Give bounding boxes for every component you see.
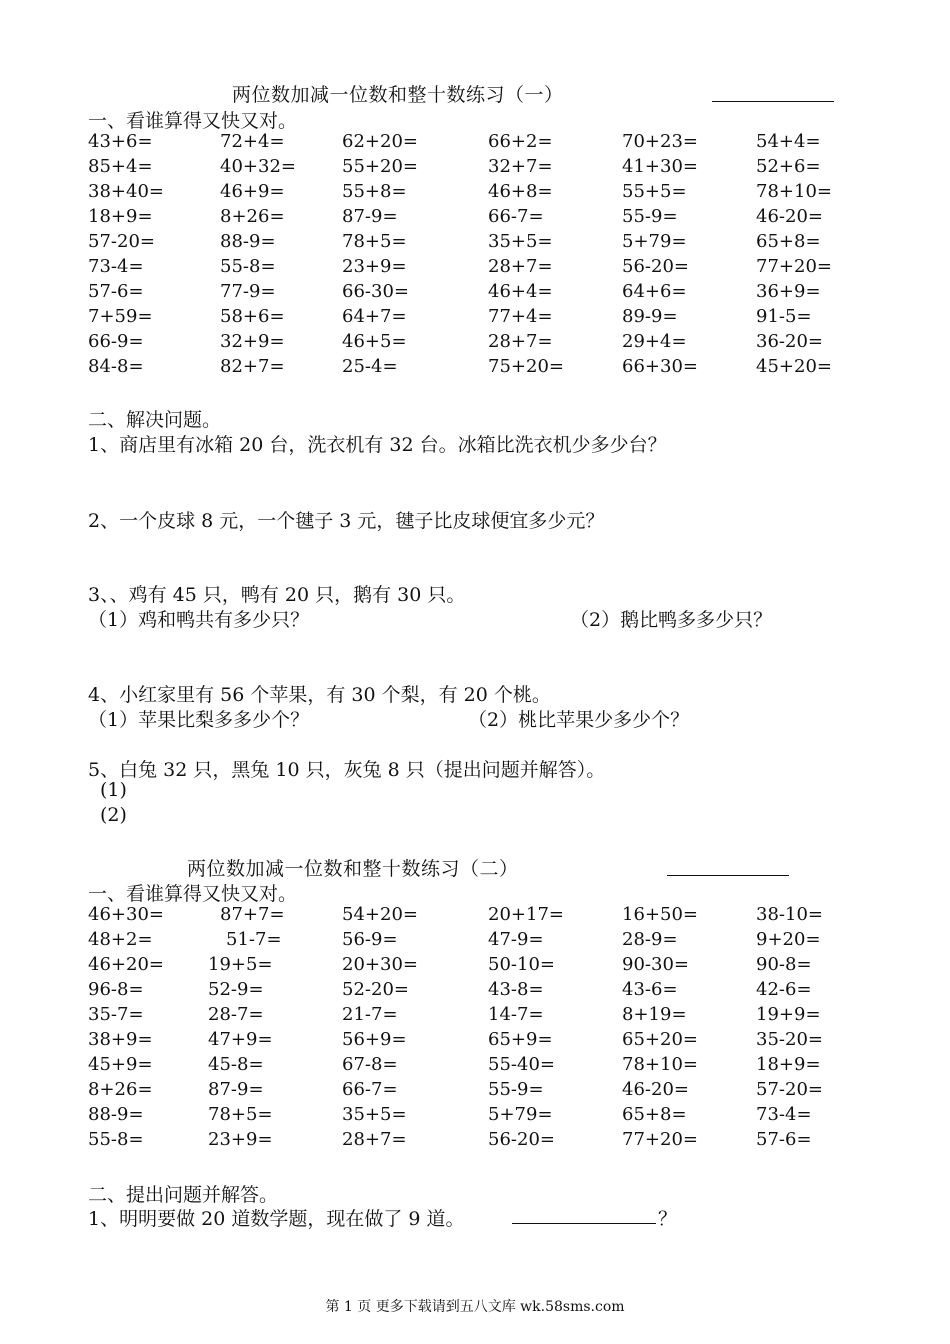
calc-problem: 58+6=	[220, 306, 285, 327]
calc-problem: 51-7=	[226, 929, 282, 950]
calc-problem: 54+20=	[342, 904, 418, 925]
calc-problem: 57-6=	[756, 1129, 812, 1150]
calc-row	[88, 979, 868, 1004]
calc-problem: 46+20=	[88, 954, 164, 975]
calc-row	[88, 281, 868, 306]
calc-problem: 45-8=	[208, 1054, 264, 1075]
calc-problem: 20+17=	[488, 904, 564, 925]
calc-problem: 78+10=	[756, 181, 832, 202]
calc-problem: 78+10=	[622, 1054, 698, 1075]
calc-problem: 46+9=	[220, 181, 285, 202]
calc-problem: 73-4=	[756, 1104, 812, 1125]
calc-problem: 23+9=	[342, 256, 407, 277]
calc-row	[88, 954, 868, 979]
calc-row	[88, 1004, 868, 1029]
calc-problem: 70+23=	[622, 131, 698, 152]
calc-problem: 28+7=	[488, 331, 553, 352]
calc-problem: 8+26=	[220, 206, 285, 227]
calc-problem: 38+40=	[88, 181, 164, 202]
calc-problem: 52+6=	[756, 156, 821, 177]
calc-problem: 43+6=	[88, 131, 153, 152]
calc-problem: 87+7=	[220, 904, 285, 925]
calc-problem: 84-8=	[88, 356, 144, 377]
calc-problem: 35-20=	[756, 1029, 823, 1050]
exercise2-name-blank[interactable]	[667, 875, 789, 876]
exercise2-question-1-answer-blank[interactable]	[512, 1223, 656, 1224]
calc-row	[88, 181, 868, 206]
calc-problem: 43-8=	[488, 979, 544, 1000]
calc-problem: 47+9=	[208, 1029, 273, 1050]
exercise2-part2-heading: 二、提出问题并解答。	[88, 1184, 279, 1206]
calc-problem: 9+20=	[756, 929, 821, 950]
calc-problem: 38+9=	[88, 1029, 153, 1050]
calc-problem: 88-9=	[88, 1104, 144, 1125]
calc-problem: 45+20=	[756, 356, 832, 377]
question-5-part-1: (1)	[100, 779, 127, 801]
calc-problem: 66-9=	[88, 331, 144, 352]
calc-problem: 65+20=	[622, 1029, 698, 1050]
calc-problem: 36+9=	[756, 281, 821, 302]
calc-problem: 52-20=	[342, 979, 409, 1000]
calc-problem: 78+5=	[208, 1104, 273, 1125]
calc-problem: 20+30=	[342, 954, 418, 975]
question-2: 2、一个皮球 8 元，一个毽子 3 元，毽子比皮球便宜多少元？	[88, 510, 605, 532]
exercise2-part1-heading: 一、看谁算得又快又对。	[88, 883, 298, 905]
calc-row	[88, 131, 868, 156]
page-footer: 第 1 页 更多下载请到五八文库 wk.58sms.com	[325, 1299, 625, 1315]
exercise1-title: 两位数加减一位数和整十数练习（一）	[232, 84, 564, 106]
exercise1-part2-heading: 二、解决问题。	[88, 409, 222, 431]
calc-problem: 55-8=	[220, 256, 276, 277]
calc-problem: 46+5=	[342, 331, 407, 352]
calc-problem: 87-9=	[342, 206, 398, 227]
calc-problem: 87-9=	[208, 1079, 264, 1100]
calc-problem: 90-30=	[622, 954, 689, 975]
exercise1-name-blank[interactable]	[712, 101, 834, 102]
calc-row	[88, 331, 868, 356]
calc-problem: 23+9=	[208, 1129, 273, 1150]
calc-problem: 56-9=	[342, 929, 398, 950]
calc-problem: 42-6=	[756, 979, 812, 1000]
calc-problem: 18+9=	[756, 1054, 821, 1075]
calc-problem: 46+8=	[488, 181, 553, 202]
calc-row	[88, 1129, 868, 1154]
calc-problem: 55-8=	[88, 1129, 144, 1150]
calc-problem: 7+59=	[88, 306, 153, 327]
calc-problem: 72+4=	[220, 131, 285, 152]
calc-problem: 5+79=	[622, 231, 687, 252]
calc-problem: 52-9=	[208, 979, 264, 1000]
calc-row	[88, 904, 868, 929]
calc-problem: 56-20=	[488, 1129, 555, 1150]
calc-row	[88, 1079, 868, 1104]
calc-problem: 43-6=	[622, 979, 678, 1000]
calc-problem: 66+30=	[622, 356, 698, 377]
calc-problem: 36-20=	[756, 331, 823, 352]
calc-row	[88, 1104, 868, 1129]
calc-problem: 64+7=	[342, 306, 407, 327]
calc-problem: 48+2=	[88, 929, 153, 950]
calc-problem: 78+5=	[342, 231, 407, 252]
calc-problem: 55-9=	[622, 206, 678, 227]
calc-problem: 56-20=	[622, 256, 689, 277]
calc-problem: 35+5=	[342, 1104, 407, 1125]
question-1: 1、商店里有冰箱 20 台，洗衣机有 32 台。冰箱比洗衣机少多少台？	[88, 434, 667, 456]
calc-problem: 57-20=	[756, 1079, 823, 1100]
calc-problem: 66-30=	[342, 281, 409, 302]
calc-problem: 14-7=	[488, 1004, 544, 1025]
calc-problem: 73-4=	[88, 256, 144, 277]
calc-problem: 47-9=	[488, 929, 544, 950]
calc-problem: 28-7=	[208, 1004, 264, 1025]
calc-problem: 65+8=	[622, 1104, 687, 1125]
calc-problem: 46+4=	[488, 281, 553, 302]
calc-problem: 35-7=	[88, 1004, 144, 1025]
calc-row	[88, 206, 868, 231]
calc-problem: 40+32=	[220, 156, 296, 177]
calc-problem: 46-20=	[756, 206, 823, 227]
calc-row	[88, 1054, 868, 1079]
calc-problem: 32+9=	[220, 331, 285, 352]
calc-problem: 18+9=	[88, 206, 153, 227]
calc-problem: 62+20=	[342, 131, 418, 152]
calc-problem: 67-8=	[342, 1054, 398, 1075]
exercise1-part1-heading: 一、看谁算得又快又对。	[88, 110, 298, 132]
exercise2-question-1: 1、明明要做 20 道数学题，现在做了 9 道。	[88, 1208, 465, 1230]
calc-row	[88, 156, 868, 181]
question-5-part-2: (2)	[100, 804, 127, 826]
calc-problem: 77+20=	[756, 256, 832, 277]
calc-problem: 45+9=	[88, 1054, 153, 1075]
calc-problem: 66-7=	[488, 206, 544, 227]
calc-problem: 77+20=	[622, 1129, 698, 1150]
calc-problem: 89-9=	[622, 306, 678, 327]
calc-problem: 32+7=	[488, 156, 553, 177]
calc-problem: 21-7=	[342, 1004, 398, 1025]
question-3: 3、、鸡有 45 只，鸭有 20 只，鹅有 30 只。	[88, 584, 466, 606]
calc-row	[88, 306, 868, 331]
calc-problem: 57-6=	[88, 281, 144, 302]
calc-problem: 41+30=	[622, 156, 698, 177]
calc-problem: 65+8=	[756, 231, 821, 252]
question-4: 4、小红家里有 56 个苹果，有 30 个梨，有 20 个桃。	[88, 684, 551, 706]
calc-problem: 29+4=	[622, 331, 687, 352]
exercise1-calc-grid	[88, 131, 868, 381]
calc-problem: 46+30=	[88, 904, 164, 925]
calc-problem: 55+20=	[342, 156, 418, 177]
calc-row	[88, 356, 868, 381]
question-4-part-2: （2）桃比苹果少多少个？	[468, 709, 690, 731]
calc-problem: 19+5=	[208, 954, 273, 975]
calc-problem: 28+7=	[342, 1129, 407, 1150]
calc-problem: 65+9=	[488, 1029, 553, 1050]
calc-problem: 88-9=	[220, 231, 276, 252]
calc-problem: 5+79=	[488, 1104, 553, 1125]
calc-problem: 96-8=	[88, 979, 144, 1000]
calc-problem: 85+4=	[88, 156, 153, 177]
calc-problem: 55-40=	[488, 1054, 555, 1075]
calc-problem: 8+26=	[88, 1079, 153, 1100]
calc-problem: 64+6=	[622, 281, 687, 302]
calc-problem: 28+7=	[488, 256, 553, 277]
calc-problem: 77-9=	[220, 281, 276, 302]
calc-problem: 90-8=	[756, 954, 812, 975]
calc-problem: 55-9=	[488, 1079, 544, 1100]
calc-problem: 19+9=	[756, 1004, 821, 1025]
calc-problem: 46-20=	[622, 1079, 689, 1100]
exercise2-question-1-mark: ？	[658, 1208, 678, 1230]
question-5: 5、白兔 32 只，黑兔 10 只，灰兔 8 只（提出问题并解答）。	[88, 759, 606, 781]
calc-row	[88, 929, 868, 954]
exercise2-title: 两位数加减一位数和整十数练习（二）	[187, 858, 519, 880]
calc-problem: 55+5=	[622, 181, 687, 202]
question-4-part-1: （1）苹果比梨多多少个？	[88, 709, 310, 731]
calc-problem: 91-5=	[756, 306, 812, 327]
exercise2-calc-grid	[88, 904, 868, 1154]
calc-problem: 82+7=	[220, 356, 285, 377]
calc-problem: 28-9=	[622, 929, 678, 950]
calc-problem: 50-10=	[488, 954, 555, 975]
calc-problem: 57-20=	[88, 231, 155, 252]
question-3-part-1: （1）鸡和鸭共有多少只？	[88, 609, 310, 631]
calc-problem: 25-4=	[342, 356, 398, 377]
calc-problem: 38-10=	[756, 904, 823, 925]
calc-problem: 54+4=	[756, 131, 821, 152]
calc-problem: 77+4=	[488, 306, 553, 327]
calc-problem: 8+19=	[622, 1004, 687, 1025]
calc-problem: 66+2=	[488, 131, 553, 152]
calc-problem: 66-7=	[342, 1079, 398, 1100]
calc-problem: 16+50=	[622, 904, 698, 925]
question-3-part-2: （2）鹅比鸭多多少只？	[570, 609, 773, 631]
calc-row	[88, 256, 868, 281]
calc-row	[88, 1029, 868, 1054]
calc-problem: 35+5=	[488, 231, 553, 252]
calc-problem: 56+9=	[342, 1029, 407, 1050]
calc-problem: 55+8=	[342, 181, 407, 202]
calc-problem: 75+20=	[488, 356, 564, 377]
calc-row	[88, 231, 868, 256]
